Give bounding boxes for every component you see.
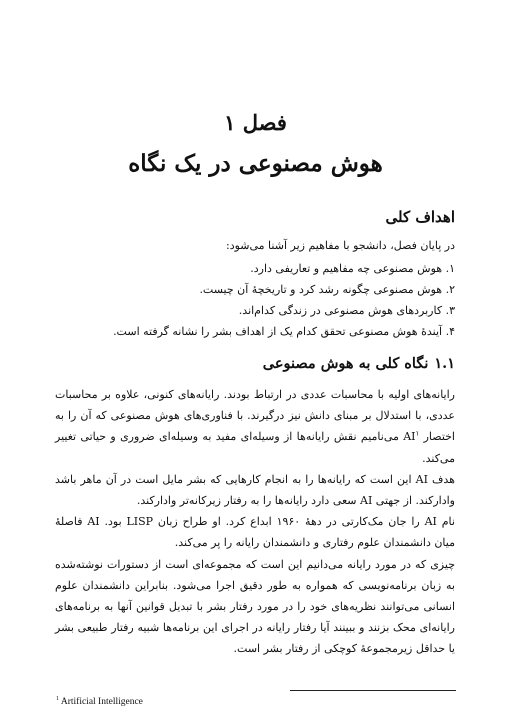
- paragraph-text: می‌نامیم نقش رایانه‌ها از وسیله‌ای مفید به وسیله‌ای ضروری و حیاتی تغییر می‌کند.: [55, 430, 455, 465]
- chapter-number: فصل ۱: [224, 110, 287, 135]
- footnote-ref: ۱: [415, 429, 420, 438]
- paragraph: [55, 469, 455, 511]
- paragraph: [55, 511, 455, 553]
- paragraph-text: چیزی که در مورد رایانه می‌دانیم این است که مجموعه‌ای است از دستورات نوشته‌شده به زبان برنامه‌نویسی که همواره به طور دقیق اجرا می‌شود. بنابراین دانشمندان علوم انسانی می‌توانند نظریه‌های خود را در مورد رفتار بشر با تبدیل قوانین آنها به برنامه‌های رایانه‌ای محک بزنند و ببینند آیا رفتار رایانه در اجرای این برنامه‌ها شبیه رفتار طبیعی بشر یا حداقل زیرمجموعهٔ کوچکی از رفتار بشر است.: [55, 557, 455, 656]
- goals-heading: اهداف کلی: [385, 208, 455, 226]
- list-item-number: ۱.: [445, 262, 455, 275]
- list-item-text: آیندهٔ هوش مصنوعی تحقق کدام یک از اهداف بشر را نشانه گرفته است.: [113, 325, 443, 338]
- chapter-title: هوش مصنوعی در یک نگاه: [128, 150, 383, 177]
- list-item-text: کاربردهای هوش مصنوعی در زندگی کدام‌اند.: [238, 304, 443, 317]
- footnote: [56, 696, 356, 707]
- paragraph-text: هدف AI این است که رایانه‌ها را به انجام کارهایی که بشر مایل است در آن ماهر باشد وادارکند. از جهتی AI سعی دارد رایانه‌ها را به رفتار زیرکانه‌تر وادارکند.: [55, 472, 455, 508]
- list-item-number: ۲.: [445, 283, 455, 296]
- list-item: [35, 300, 455, 321]
- list-item-text: هوش مصنوعی چگونه رشد کرد و تاریخچهٔ آن چیست.: [199, 283, 443, 296]
- footnote-marker: 1: [56, 696, 59, 702]
- footnote-text: Artificial Intelligence: [60, 697, 143, 708]
- paragraph: [55, 384, 455, 469]
- goals-intro: در پایان فصل، دانشجو با مفاهیم زیر آشنا می‌شود:: [226, 239, 455, 252]
- section-heading: [55, 355, 455, 372]
- paragraph-text: نام AI را جان مک‌کارتی در دههٔ ۱۹۶۰ ابداع کرد. او طراح زبان LISP بود. AI فاصلهٔ میان دانشمندان علوم رفتاری و دانشمندان رایانه را پر می‌کند.: [55, 515, 455, 550]
- paragraph-text: رایانه‌های اولیه با محاسبات عددی در ارتباط بودند. رایانه‌های کنونی، علاوه بر محاسبات عددی، با استدلال بر مبنای دانش نیز درگیرند. با فناوری‌های هوش مصنوعی که آن را به اختصار AI: [55, 388, 455, 444]
- list-item-text: هوش مصنوعی چه مفاهیم و تعاریفی دارد.: [250, 262, 443, 275]
- list-item: [35, 321, 455, 342]
- section-number: ۱.۱: [434, 355, 455, 372]
- paragraph: [55, 554, 455, 660]
- section-body: [55, 384, 455, 660]
- list-item-number: ۳.: [445, 304, 455, 317]
- footnote-divider: [290, 690, 456, 691]
- list-item: [35, 279, 455, 300]
- list-item-number: ۴.: [445, 325, 455, 338]
- section-title: نگاه کلی به هوش مصنوعی: [262, 355, 429, 372]
- goals-list: [35, 258, 455, 342]
- list-item: [35, 258, 455, 279]
